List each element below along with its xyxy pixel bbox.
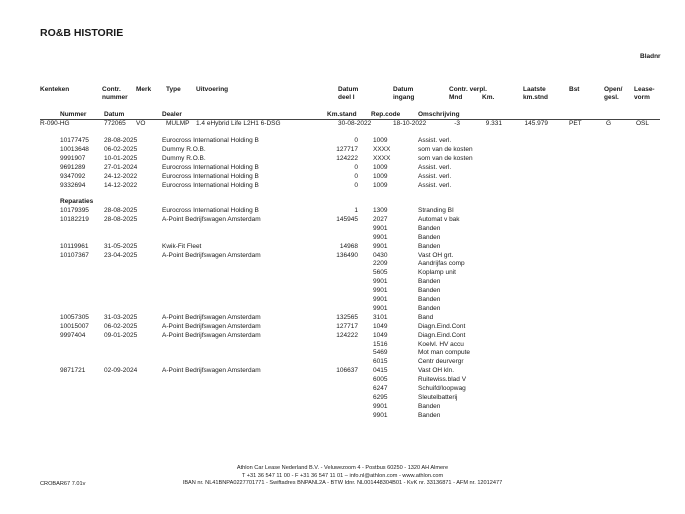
cell-repcode: 9901 [373, 411, 388, 419]
cell-repcode: 0415 [373, 367, 388, 375]
footer-address: Athlon Car Lease Nederland B.V. - Veluwezoom 4 - Postbus 60250 - 1320 AH Almere [236, 465, 449, 471]
cell-datum: 14-12-2022 [104, 181, 138, 189]
vehicle-km: 9.331 [485, 120, 502, 127]
cell-omschrijving: Assist. verl. [418, 181, 452, 189]
cell-dealer: Dummy R.O.B. [162, 145, 206, 153]
cell-datum: 28-08-2025 [104, 215, 138, 223]
cell-omschrijving: Automat v bak [418, 215, 460, 223]
cell-dealer: A-Point Bedrijfswagen Amsterdam [162, 331, 261, 339]
cell-kmstand: 124222 [336, 331, 358, 339]
cell-kmstand: 127717 [336, 145, 358, 153]
cell-repcode: XXXX [373, 154, 391, 162]
reparaties-label: Reparaties [60, 198, 94, 205]
cell-dealer: Dummy R.O.B. [162, 154, 206, 162]
cell-kmstand: 0 [354, 137, 358, 144]
cell-nummer: 10119961 [60, 242, 89, 250]
cell-repcode: 1009 [373, 163, 388, 171]
cell-repcode: XXXX [373, 145, 391, 153]
vehicle-open-gesl: G [606, 120, 612, 127]
cell-kmstand: 1 [354, 207, 358, 214]
cell-omschrijving: Sleutelbatterij [418, 393, 458, 401]
cell-repcode: 3101 [373, 313, 388, 321]
cell-datum: 10-01-2025 [104, 154, 138, 162]
cell-datum: 06-02-2025 [104, 145, 138, 153]
cell-dealer: A-Point Bedrijfswagen Amsterdam [162, 251, 261, 259]
cell-omschrijving: Banden [418, 242, 441, 250]
cell-repcode: 1049 [373, 322, 388, 330]
vehicle-datum-deel1: 30-08-2022 [338, 120, 372, 127]
cell-omschrijving: Banden [418, 402, 441, 410]
cell-repcode: 1309 [373, 207, 388, 214]
cell-nummer: 9332694 [60, 181, 86, 189]
cell-omschrijving: Banden [418, 224, 441, 232]
col-merk: Merk [136, 86, 152, 93]
col-repcode: Rep.code [371, 111, 401, 118]
cell-nummer: 10013648 [60, 145, 89, 153]
cell-repcode: 9901 [373, 233, 388, 241]
report-title: RO&B HISTORIE [40, 27, 124, 39]
cell-nummer: 9347092 [60, 172, 86, 180]
cell-datum: 23-04-2025 [104, 251, 138, 259]
vehicle-contract: 772065 [104, 120, 126, 127]
cell-nummer: 10057305 [60, 313, 89, 321]
cell-omschrijving: Koelvl. HV accu [418, 340, 464, 348]
cell-repcode: 1009 [373, 137, 388, 144]
cell-dealer: A-Point Bedrijfswagen Amsterdam [162, 215, 261, 223]
col-mnd: Mnd [449, 94, 463, 101]
cell-datum: 28-08-2025 [104, 137, 138, 144]
cell-datum: 31-03-2025 [104, 313, 138, 321]
vehicle-mnd: -3 [454, 120, 460, 127]
col-km: Km. [482, 94, 495, 101]
cell-kmstand: 127717 [336, 322, 358, 330]
cell-repcode: 5605 [373, 269, 388, 277]
cell-repcode: 9901 [373, 287, 388, 295]
cell-omschrijving: Banden [418, 296, 441, 303]
cell-omschrijving: Mot man compute [418, 349, 471, 357]
col-datum-deel1: Datum deel I [338, 86, 359, 101]
cell-dealer: A-Point Bedrijfswagen Amsterdam [162, 313, 261, 321]
report-code: CROBAR67 7.01v [40, 481, 86, 487]
col-contract-verpl: Contr. verpl. [449, 86, 487, 93]
cell-omschrijving: Koplamp unit [418, 269, 456, 277]
vehicle-bst: PET [569, 120, 582, 127]
cell-kmstand: 106637 [336, 367, 358, 375]
cell-omschrijving: Vast OH grt. [418, 251, 454, 259]
col-lease-vorm: Lease- vorm [634, 86, 655, 101]
cell-omschrijving: Assist. verl. [418, 163, 452, 171]
cell-repcode: 9901 [373, 278, 388, 286]
cell-kmstand: 14968 [339, 242, 358, 250]
footer-contact: T +31 36 547 11 00 - F +31 36 547 11 01 – info.nl@athlon.com - www.athlon.com [241, 472, 444, 479]
cell-omschrijving: Banden [418, 304, 441, 312]
col-bst: Bst [569, 86, 580, 93]
cell-omschrijving: Assist. verl. [418, 137, 452, 144]
vehicle-datum-ingang: 18-10-2022 [393, 120, 427, 127]
cell-datum: 28-08-2025 [104, 207, 138, 214]
cell-omschrijving: Banden [418, 278, 441, 286]
cell-repcode: 2209 [373, 260, 388, 268]
cell-kmstand: 145945 [336, 215, 358, 223]
col-uitvoering: Uitvoering [196, 86, 229, 93]
cell-omschrijving: Banden [418, 287, 441, 295]
cell-dealer: Eurocross International Holding B [162, 207, 259, 214]
cell-nummer: 10182219 [60, 215, 89, 223]
cell-repcode: 9901 [373, 242, 388, 250]
cell-omschrijving: som van de kosten [418, 145, 473, 153]
cell-dealer: Eurocross International Holding B [162, 137, 259, 144]
cell-omschrijving: Vast OH kln. [418, 367, 455, 375]
cell-repcode: 1516 [373, 340, 388, 348]
footer-legal: IBAN nr. NL41BNPA0227701771 - Swiftadres BNPANL2A - BTW Idnr. NL001448304B01 - KvK nr. 33136871 - AFM nr. 12012477 [182, 480, 503, 486]
cell-omschrijving: som van de kosten [418, 154, 473, 162]
cell-nummer: 9691289 [60, 163, 86, 171]
cell-omschrijving: Banden [418, 411, 441, 419]
cell-datum: 06-02-2025 [104, 322, 138, 330]
col-laatste-kmstnd: Laatste km.stnd [523, 86, 548, 101]
cell-repcode: 1009 [373, 172, 388, 180]
cell-nummer: 9991907 [60, 154, 86, 162]
col-open-gesl: Open/ gesl. [604, 86, 623, 101]
cell-nummer: 10177475 [60, 137, 89, 144]
vehicle-merk: VO [136, 120, 146, 127]
cell-dealer: Eurocross International Holding B [162, 172, 259, 180]
cell-nummer: 9997404 [60, 331, 86, 339]
cell-omschrijving: Assist. verl. [418, 172, 452, 180]
cell-repcode: 6247 [373, 385, 388, 392]
cell-dealer: Eurocross International Holding B [162, 181, 259, 189]
cell-omschrijving: Diagn.Eind.Cont [418, 322, 466, 330]
cell-omschrijving: Band [418, 313, 434, 321]
cell-repcode: 6005 [373, 376, 388, 384]
cell-repcode: 5469 [373, 349, 388, 357]
col-nummer: Nummer [60, 111, 87, 118]
col-kmstand: Km.stand [327, 111, 357, 118]
cell-kmstand: 0 [354, 172, 358, 180]
cell-datum: 31-05-2025 [104, 242, 138, 250]
cell-repcode: 1049 [373, 331, 388, 339]
cell-kmstand: 0 [354, 163, 358, 171]
col-type: Type [166, 86, 181, 93]
cell-dealer: Eurocross International Holding B [162, 163, 259, 171]
cell-omschrijving: Centr deurvergr [418, 358, 464, 366]
cell-repcode: 9901 [373, 224, 388, 232]
cell-dealer: Kwik-Fit Fleet [162, 242, 202, 250]
cell-kmstand: 136490 [336, 251, 358, 259]
cell-repcode: 6295 [373, 393, 388, 401]
cell-omschrijving: Stranding BI [418, 207, 454, 214]
cell-datum: 02-09-2024 [104, 367, 138, 375]
cell-nummer: 10015007 [60, 322, 89, 330]
cell-datum: 27-01-2024 [104, 163, 138, 171]
cell-omschrijving: Aandrijfas comp [418, 260, 465, 268]
cell-repcode: 9901 [373, 402, 388, 410]
cell-dealer: A-Point Bedrijfswagen Amsterdam [162, 322, 261, 330]
col-dealer: Dealer [162, 111, 182, 118]
cell-repcode: 1009 [373, 181, 388, 189]
col-datum-ingang: Datum ingang [393, 86, 415, 101]
cell-omschrijving: Banden [418, 233, 441, 241]
page-number-label: Bladnr [640, 53, 661, 60]
col-datum: Datum [104, 111, 125, 118]
col-kenteken: Kenteken [40, 86, 70, 93]
cell-kmstand: 124222 [336, 154, 358, 162]
cell-repcode: 9901 [373, 304, 388, 312]
vehicle-laatste-kmstnd: 145.979 [524, 120, 548, 127]
cell-datum: 09-01-2025 [104, 331, 138, 339]
vehicle-type: MULMP [166, 120, 190, 127]
cell-repcode: 2027 [373, 215, 388, 223]
cell-repcode: 6015 [373, 358, 388, 366]
cell-omschrijving: Schuifd/loopwag [418, 385, 466, 392]
cell-repcode: 0430 [373, 251, 388, 259]
cell-omschrijving: Ruitewiss.blad V [418, 376, 467, 384]
vehicle-kenteken: R-090-HG [40, 120, 70, 127]
cell-omschrijving: Diagn.Eind.Cont [418, 331, 466, 339]
cell-kmstand: 132565 [336, 313, 358, 321]
cell-nummer: 10179395 [60, 207, 89, 214]
col-omschrijving: Omschrijving [418, 111, 460, 118]
cell-nummer: 10107367 [60, 251, 89, 259]
cell-kmstand: 0 [354, 181, 358, 189]
col-contract-nummer: Contr. nummer [102, 86, 128, 101]
vehicle-lease-vorm: OSL [636, 120, 650, 127]
cell-repcode: 9901 [373, 296, 388, 303]
vehicle-uitvoering: 1.4 eHybrid Life L2H1 6-DSG [196, 120, 281, 127]
cell-dealer: A-Point Bedrijfswagen Amsterdam [162, 367, 261, 375]
cell-datum: 24-12-2022 [104, 172, 138, 180]
cell-nummer: 9871721 [60, 367, 86, 375]
